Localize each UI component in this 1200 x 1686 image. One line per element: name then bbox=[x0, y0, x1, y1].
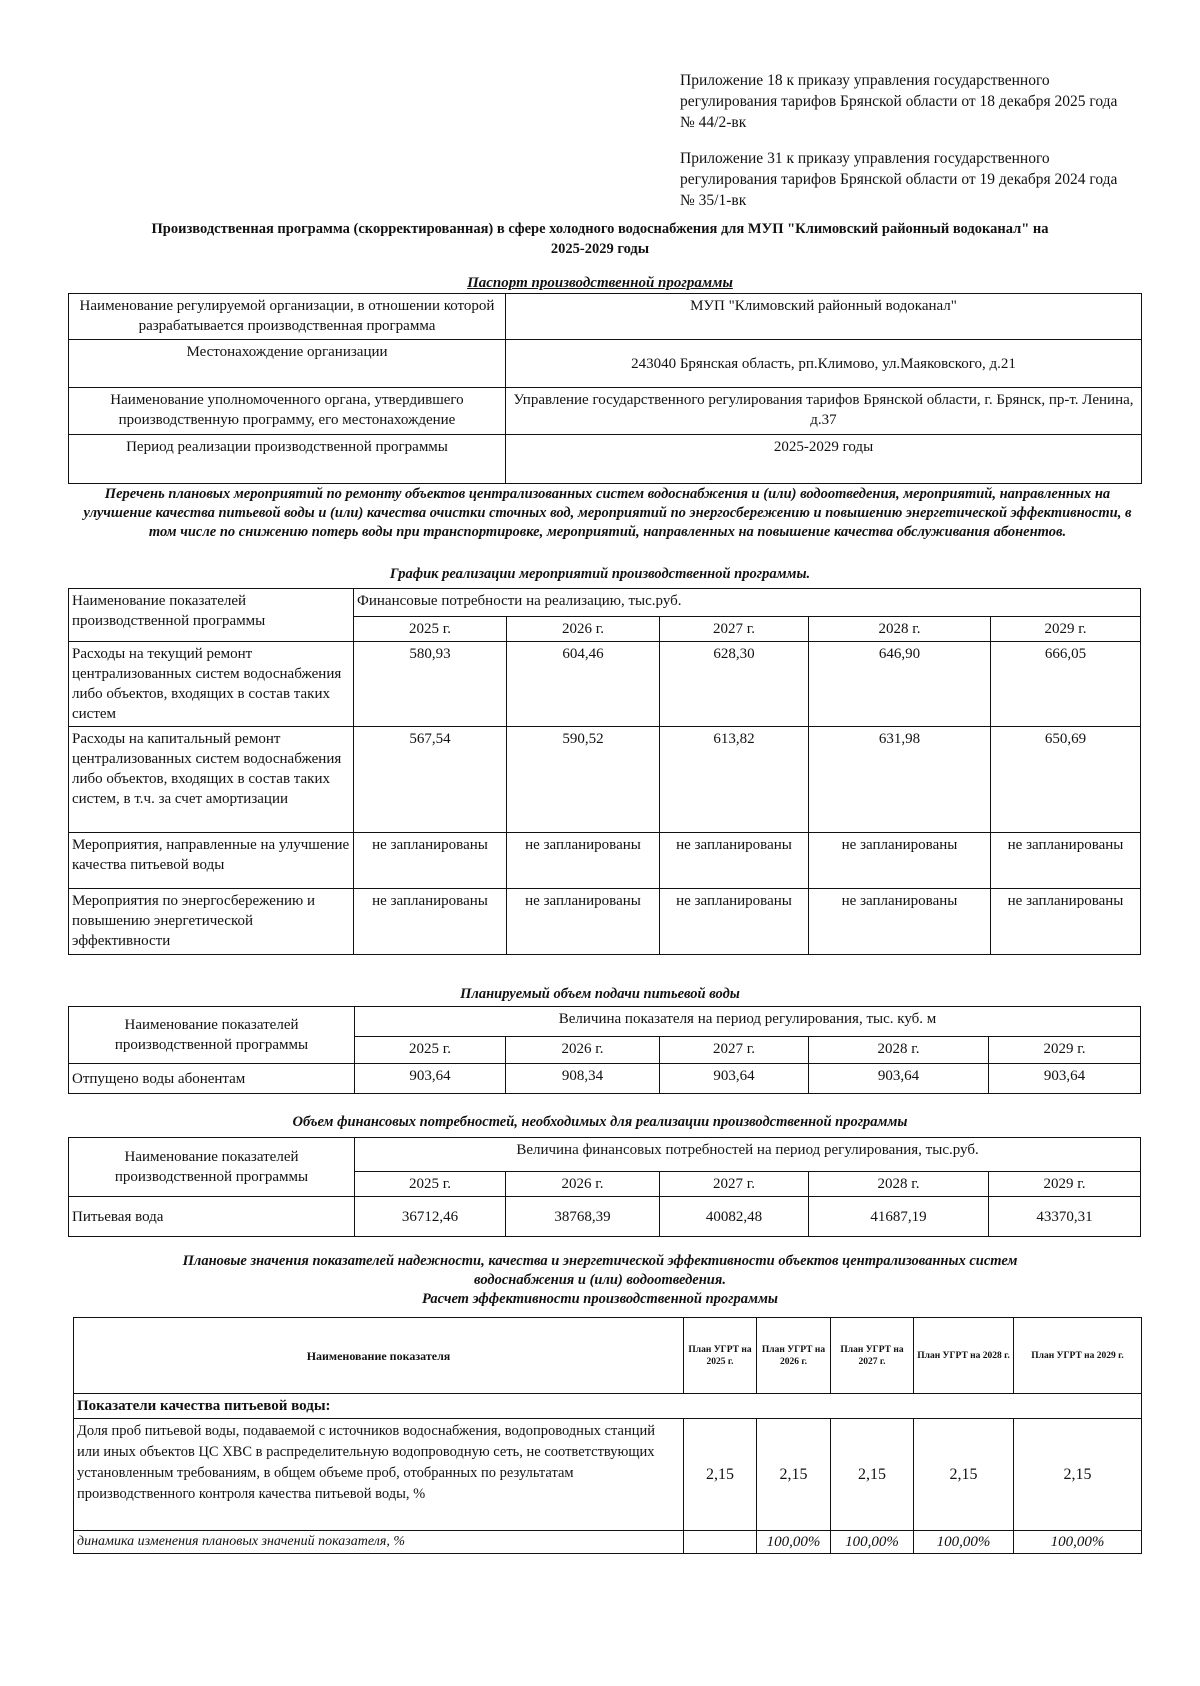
row-name: Питьевая вода bbox=[69, 1197, 355, 1237]
plan-header: План УГРТ на 2029 г. bbox=[1014, 1318, 1142, 1394]
finance-heading: Объем финансовых потребностей, необходимых для реализации производственной программы bbox=[292, 1114, 908, 1130]
plan-header: План УГРТ на 2026 г. bbox=[757, 1318, 831, 1394]
document-title-line2: 2025-2029 годы bbox=[550, 241, 650, 257]
cell-value: 666,05 bbox=[991, 642, 1141, 727]
year-header: 2027 г. bbox=[660, 1037, 809, 1064]
cell-value: 604,46 bbox=[507, 642, 660, 727]
cell-value: 903,64 bbox=[809, 1064, 989, 1094]
efficiency-col-name: Наименование показателя bbox=[74, 1318, 684, 1394]
year-header: 2028 г. bbox=[809, 1037, 989, 1064]
cell-value: 36712,46 bbox=[355, 1197, 506, 1237]
year-header: 2027 г. bbox=[660, 1172, 809, 1197]
year-header: 2028 г. bbox=[809, 617, 991, 642]
passport-value: 243040 Брянская область, рп.Климово, ул.Маяковского, д.21 bbox=[506, 340, 1142, 388]
cell-value: 567,54 bbox=[354, 727, 507, 833]
table-row bbox=[69, 642, 1141, 727]
cell-value: 41687,19 bbox=[809, 1197, 989, 1237]
cell-value: не запланированы bbox=[809, 833, 991, 889]
efficiency-heading-line3: Расчет эффективности производственной программы bbox=[422, 1291, 778, 1307]
appendix-31-note: Приложение 31 к приказу управления государственного регулирования тарифов Брянской области от 19 декабря 2024 года № 35/1-вк bbox=[680, 150, 1118, 209]
year-header: 2028 г. bbox=[809, 1172, 989, 1197]
cell-value: не запланированы bbox=[354, 889, 507, 955]
passport-label: Местонахождение организации bbox=[69, 340, 506, 388]
cell-value: 613,82 bbox=[660, 727, 809, 833]
cell-value: 646,90 bbox=[809, 642, 991, 727]
passport-label: Наименование регулируемой организации, в отношении которой разрабатывается производственная программа bbox=[69, 294, 506, 340]
finance-table bbox=[68, 1137, 1141, 1237]
cell-value: 631,98 bbox=[809, 727, 991, 833]
section-label: Показатели качества питьевой воды: bbox=[74, 1394, 1142, 1419]
passport-row bbox=[69, 435, 1142, 484]
volume-col-group: Величина показателя на период регулирования, тыс. куб. м bbox=[355, 1007, 1141, 1037]
efficiency-heading-line2: водоснабжения и (или) водоотведения. bbox=[474, 1272, 726, 1288]
cell-value: не запланированы bbox=[991, 833, 1141, 889]
measures-subheading: График реализации мероприятий производственной программы. bbox=[389, 566, 811, 582]
year-header: 2029 г. bbox=[989, 1037, 1141, 1064]
table-row bbox=[69, 889, 1141, 955]
row-name: Мероприятия по энергосбережению и повышению энергетической эффективности bbox=[69, 889, 354, 955]
efficiency-heading bbox=[60, 1252, 1140, 1309]
row-name: динамика изменения плановых значений показателя, % bbox=[74, 1531, 684, 1554]
year-header: 2025 г. bbox=[355, 1172, 506, 1197]
cell-value: 2,15 bbox=[1014, 1419, 1142, 1531]
year-header: 2027 г. bbox=[660, 617, 809, 642]
row-name: Доля проб питьевой воды, подаваемой с источников водоснабжения, водопроводных станций или иных объектов ЦС ХВС в распределительную водопроводную сеть, не соответствующих установленным требованиям, в общем объеме проб, отобранных по результатам производственного контроля качества питьевой воды, % bbox=[74, 1419, 684, 1531]
table-row bbox=[74, 1531, 1142, 1554]
cell-value: не запланированы bbox=[991, 889, 1141, 955]
finance-col-name: Наименование показателей производственной программы bbox=[69, 1138, 355, 1197]
table-row bbox=[74, 1419, 1142, 1531]
volume-heading: Планируемый объем подачи питьевой воды bbox=[460, 986, 740, 1002]
cell-value: не запланированы bbox=[809, 889, 991, 955]
appendix-18-note: Приложение 18 к приказу управления государственного регулирования тарифов Брянской области от 18 декабря 2025 года № 44/2-вк bbox=[680, 72, 1118, 131]
passport-value: Управление государственного регулирования тарифов Брянской области, г. Брянск, пр-т. Ленина, д.37 bbox=[506, 388, 1142, 435]
year-header: 2025 г. bbox=[355, 1037, 506, 1064]
passport-value: 2025-2029 годы bbox=[506, 435, 1142, 484]
passport-value: МУП "Климовский районный водоканал" bbox=[506, 294, 1142, 340]
cell-value: 903,64 bbox=[660, 1064, 809, 1094]
passport-table bbox=[68, 293, 1142, 484]
cell-value: 580,93 bbox=[354, 642, 507, 727]
cell-value: 903,64 bbox=[355, 1064, 506, 1094]
table-row bbox=[69, 833, 1141, 889]
year-header: 2029 г. bbox=[991, 617, 1141, 642]
efficiency-heading-line1: Плановые значения показателей надежности, качества и энергетической эффективности объектов централизованных систем bbox=[182, 1253, 1018, 1269]
year-header: 2025 г. bbox=[354, 617, 507, 642]
cell-value: 100,00% bbox=[914, 1531, 1014, 1554]
table-row bbox=[69, 727, 1141, 833]
cell-value: 100,00% bbox=[757, 1531, 831, 1554]
year-header: 2026 г. bbox=[506, 1037, 660, 1064]
finance-col-group: Величина финансовых потребностей на период регулирования, тыс.руб. bbox=[355, 1138, 1141, 1172]
cell-value bbox=[684, 1531, 757, 1554]
passport-heading: Паспорт производственной программы bbox=[467, 275, 733, 291]
row-name: Расходы на текущий ремонт централизованных систем водоснабжения либо объектов, входящих в состав таких систем bbox=[69, 642, 354, 727]
table-row bbox=[69, 1197, 1141, 1237]
cell-value: 100,00% bbox=[1014, 1531, 1142, 1554]
cell-value: 628,30 bbox=[660, 642, 809, 727]
plan-header: План УГРТ на 2028 г. bbox=[914, 1318, 1014, 1394]
cell-value: не запланированы bbox=[507, 889, 660, 955]
cell-value: 38768,39 bbox=[506, 1197, 660, 1237]
cell-value: 2,15 bbox=[684, 1419, 757, 1531]
document-title bbox=[60, 219, 1140, 259]
document-title-line1: Производственная программа (скорректированная) в сфере холодного водоснабжения для МУП "Климовский районный водоканал" на bbox=[151, 221, 1049, 237]
cell-value: не запланированы bbox=[660, 833, 809, 889]
measures-col-group: Финансовые потребности на реализацию, тыс.руб. bbox=[354, 589, 1141, 617]
cell-value: 903,64 bbox=[989, 1064, 1141, 1094]
cell-value: 590,52 bbox=[507, 727, 660, 833]
cell-value: 908,34 bbox=[506, 1064, 660, 1094]
cell-value: 2,15 bbox=[757, 1419, 831, 1531]
year-header: 2026 г. bbox=[507, 617, 660, 642]
volume-col-name: Наименование показателей производственной программы bbox=[69, 1007, 355, 1064]
cell-value: 2,15 bbox=[914, 1419, 1014, 1531]
passport-label: Наименование уполномоченного органа, утвердившего производственную программу, его местонахождение bbox=[69, 388, 506, 435]
row-name: Мероприятия, направленные на улучшение качества питьевой воды bbox=[69, 833, 354, 889]
volume-table bbox=[68, 1006, 1141, 1094]
measures-table bbox=[68, 588, 1141, 955]
plan-header: План УГРТ на 2027 г. bbox=[831, 1318, 914, 1394]
cell-value: 650,69 bbox=[991, 727, 1141, 833]
passport-row bbox=[69, 388, 1142, 435]
plan-header: План УГРТ на 2025 г. bbox=[684, 1318, 757, 1394]
cell-value: 43370,31 bbox=[989, 1197, 1141, 1237]
measures-col-name: Наименование показателей производственной программы bbox=[69, 589, 354, 642]
measures-heading: Перечень плановых мероприятий по ремонту объектов централизованных систем водоснабжения и (или) водоотведения, мероприятий, направленных на улучшение качества питьевой воды и (или) качества очистки сточных вод, мероприятий по энергосбережению и повышению энергетической эффективности, в том числе по снижению потерь воды при транспортировке, мероприятий, направленных на повышение качества обслуживания абонентов. bbox=[83, 486, 1132, 540]
cell-value: 40082,48 bbox=[660, 1197, 809, 1237]
year-header: 2026 г. bbox=[506, 1172, 660, 1197]
cell-value: 2,15 bbox=[831, 1419, 914, 1531]
year-header: 2029 г. bbox=[989, 1172, 1141, 1197]
passport-row bbox=[69, 294, 1142, 340]
cell-value: 100,00% bbox=[831, 1531, 914, 1554]
cell-value: не запланированы bbox=[354, 833, 507, 889]
row-name: Расходы на капитальный ремонт централизованных систем водоснабжения либо объектов, входящих в состав таких систем, в т.ч. за счет амортизации bbox=[69, 727, 354, 833]
cell-value: не запланированы bbox=[660, 889, 809, 955]
efficiency-table bbox=[73, 1317, 1142, 1554]
passport-label: Период реализации производственной программы bbox=[69, 435, 506, 484]
passport-row bbox=[69, 340, 1142, 388]
cell-value: не запланированы bbox=[507, 833, 660, 889]
row-name: Отпущено воды абонентам bbox=[69, 1064, 355, 1094]
table-row bbox=[69, 1064, 1141, 1094]
